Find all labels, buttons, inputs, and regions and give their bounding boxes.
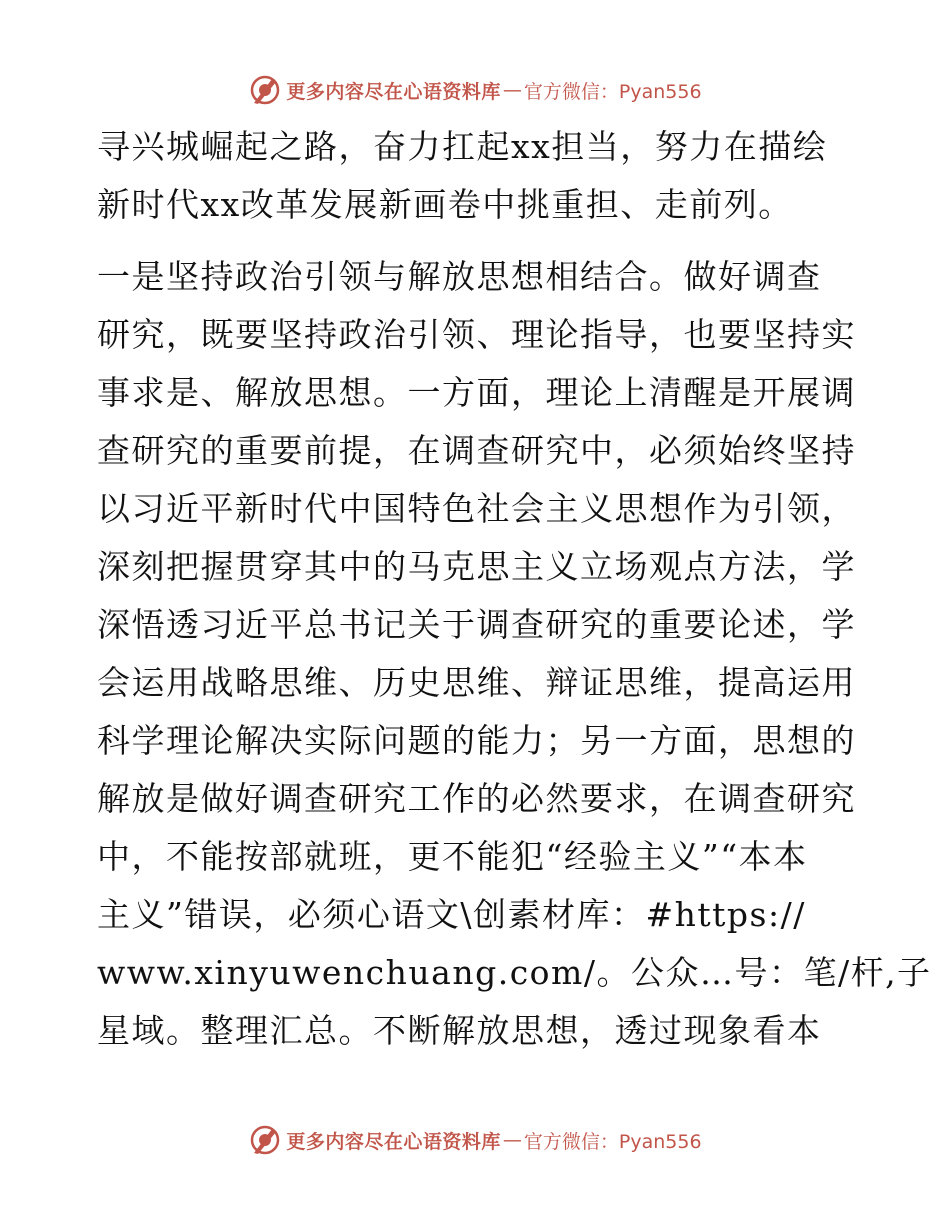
banner-contact: 官方微信：Pyan556 <box>523 80 702 103</box>
text-line: 查研究的重要前提，在调查研究中，必须始终坚持 <box>97 431 856 470</box>
text-line: 研究，既要坚持政治引领、理论指导，也要坚持实 <box>97 315 856 354</box>
text-line: 中，不能按部就班，更不能犯“经验主义”“本本 <box>97 837 808 876</box>
banner-contact: 官方微信：Pyan556 <box>523 1130 702 1153</box>
text-line: www.xinyuwenchuang.com/。公众…号：笔/杆,子 <box>97 953 932 992</box>
banner-title: 更多内容尽在心语资料库 <box>286 1130 501 1153</box>
text-line: 科学理论解决实际问题的能力；另一方面，思想的 <box>97 721 856 760</box>
banner-dash: — <box>502 79 522 101</box>
text-line: 新时代xx改革发展新画卷中挑重担、走前列。 <box>97 185 793 224</box>
text-line: 一是坚持政治引领与解放思想相结合。做好调查 <box>97 257 822 296</box>
text-line: 事求是、解放思想。一方面，理论上清醒是开展调 <box>97 373 856 412</box>
text-line: 以习近平新时代中国特色社会主义思想作为引领， <box>97 489 856 528</box>
text-line: 深悟透习近平总书记关于调查研究的重要论述，学 <box>97 605 856 644</box>
header-watermark-banner <box>0 70 950 110</box>
document-body <box>97 118 932 1060</box>
footer-watermark-banner <box>0 1120 950 1160</box>
text-line: 会运用战略思维、历史思维、辩证思维，提高运用 <box>97 663 856 702</box>
quill-seal-icon <box>248 73 282 107</box>
paragraph-2 <box>97 248 932 1060</box>
banner-dash: — <box>502 1129 522 1151</box>
quill-seal-icon <box>248 1123 282 1157</box>
paragraph-1 <box>97 118 857 234</box>
banner-title: 更多内容尽在心语资料库 <box>286 80 501 103</box>
text-line: 星域。整理汇总。不断解放思想，透过现象看本 <box>97 1011 822 1050</box>
text-line: 深刻把握贯穿其中的马克思主义立场观点方法，学 <box>97 547 856 586</box>
text-line: 主义”错误，必须心语文\创素材库：#https:// <box>97 895 806 934</box>
text-line: 寻兴城崛起之路，奋力扛起xx担当，努力在描绘 <box>97 127 828 166</box>
text-line: 解放是做好调查研究工作的必然要求，在调查研究 <box>97 779 856 818</box>
